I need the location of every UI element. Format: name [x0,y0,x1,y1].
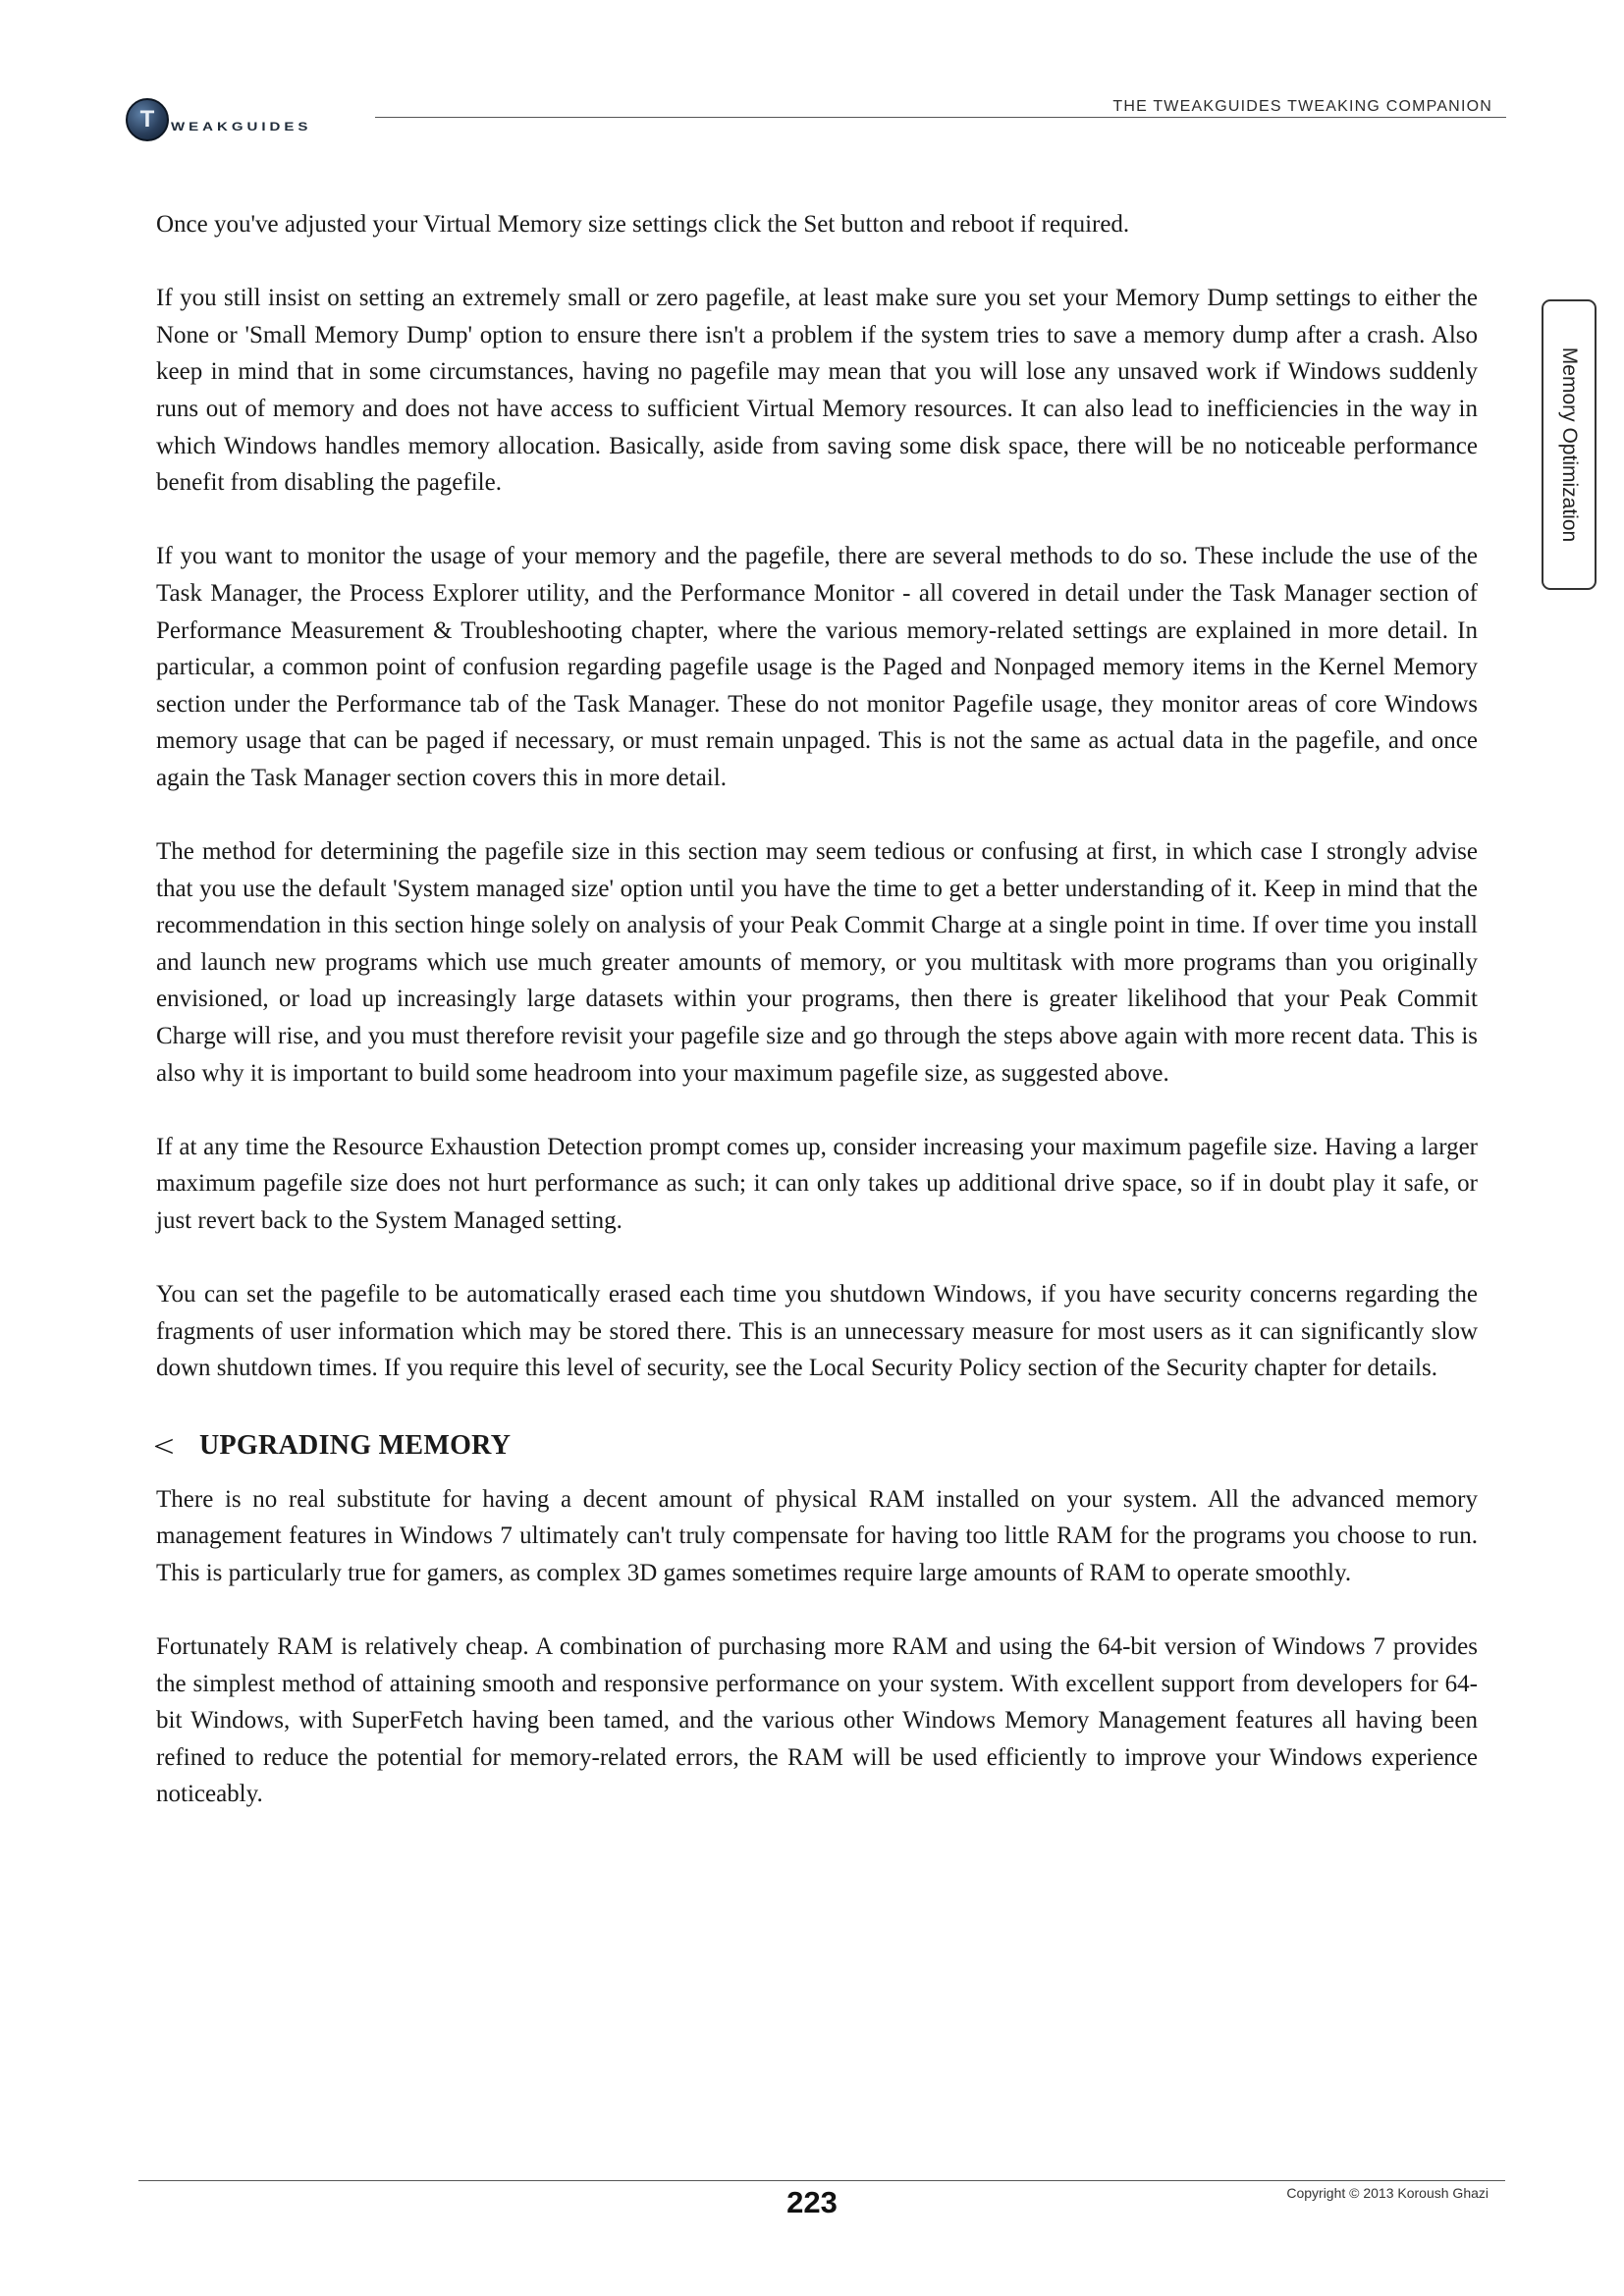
page-header [0,0,1624,157]
page-body [153,206,1478,1850]
paragraph: If you want to monitor the usage of your memory and the pagefile, there are several methods to do so. These include the use of the Task Manager, the Process Explorer utility, and the Performance Monitor - all covered in detail under the Task Manager section of Performance Measurement & Troubleshooting chapter, where the various memory-related settings are explained in more detail. In particular, a common point of confusion regarding pagefile usage is the Paged and Nonpaged memory items in the Kernel Memory section under the Performance tab of the Task Manager. These do not monitor Pagefile usage, they monitor areas of core Windows memory usage that can be paged if necessary, or must remain unpaged. This is not the same as actual data in the pagefile, and once again the Task Manager section covers this in more detail. [156,543,1478,791]
tweakguides-logo [126,96,311,143]
chevron-left-icon: < [153,1427,176,1464]
paragraph: Fortunately RAM is relatively cheap. A combination of purchasing more RAM and using the 64-bit version of Windows 7 provides the simplest method of attaining smooth and responsive performance on your system. With excellent support from developers for 64-bit Windows, with SuperFetch having been tamed, and the various other Windows Memory Management features all having been refined to reduce the potential for memory-related errors, the RAM will be used efficiently to improve your Windows experience noticeably. [156,1632,1478,1808]
section-heading [153,1424,1478,1468]
chapter-side-tab-label: Memory Optimization [1558,347,1581,543]
logo-wordmark: WEAKGUIDES [171,120,312,133]
paragraph: The method for determining the pagefile size in this section may seem tedious or confusing at first, in which case I strongly advise that you use the default 'System managed size' option until you have the time to get a better understanding of it. Keep in mind that the recommendation in this section hinge solely on analysis of your Peak Commit Charge at a single point in time. If over time you install and launch new programs which use much greater amounts of memory, or you multitask with more programs than you originally envisioned, or load up increasingly large datasets within your programs, then there is greater likelihood that your Peak Commit Charge will rise, and you must therefore revisit your pagefile size and go through the steps above again with more recent data. This is also why it is important to build some headroom into your maximum pagefile size, as suggested above. [156,838,1478,1087]
paragraph: Once you've adjusted your Virtual Memory size settings click the Set button and reboot if required. [156,211,1130,238]
paragraph: If you still insist on setting an extremely small or zero pagefile, at least make sure you set your Memory Dump settings to either the None or 'Small Memory Dump' option to ensure there isn't a problem if the system tries to save a memory dump after a crash. Also keep in mind that in some circumstances, having no pagefile may mean that you will lose any unsaved work if Windows suddenly runs out of memory and does not have access to sufficient Virtual Memory resources. It can also lead to inefficiencies in the way in which Windows handles memory allocation. Basically, aside from saving some disk space, there will be no noticeable performance benefit from disabling the pagefile. [156,285,1478,497]
section-heading-text: UPGRADING MEMORY [199,1429,512,1461]
header-title: THE TWEAKGUIDES TWEAKING COMPANION [1112,98,1492,115]
page-number: 223 [786,2185,838,2219]
chapter-side-tab [1542,299,1597,590]
copyright-notice: Copyright © 2013 Koroush Ghazi [1286,2185,1489,2201]
paragraph: If at any time the Resource Exhaustion Detection prompt comes up, consider increasing your maximum pagefile size. Having a larger maximum pagefile size does not hurt performance as such; it can only takes up additional drive space, so if in doubt play it safe, or just revert back to the System Managed setting. [156,1133,1478,1235]
footer-divider [138,2180,1505,2181]
paragraph: There is no real substitute for having a decent amount of physical RAM installed on your system. All the advanced memory management features in Windows 7 ultimately can't truly compensate for having too little RAM for the programs you choose to run. This is particularly true for gamers, as complex 3D games sometimes require large amounts of RAM to operate smoothly. [156,1485,1478,1586]
paragraph: You can set the pagefile to be automatically erased each time you shutdown Windows, if you have security concerns regarding the fragments of user information which may be stored there. This is an unnecessary measure for most users as it can significantly slow down shutdown times. If you require this level of security, see the Local Security Policy section of the Security chapter for details. [156,1281,1478,1382]
logo-emblem-icon: T [126,98,169,141]
header-divider [375,117,1506,118]
